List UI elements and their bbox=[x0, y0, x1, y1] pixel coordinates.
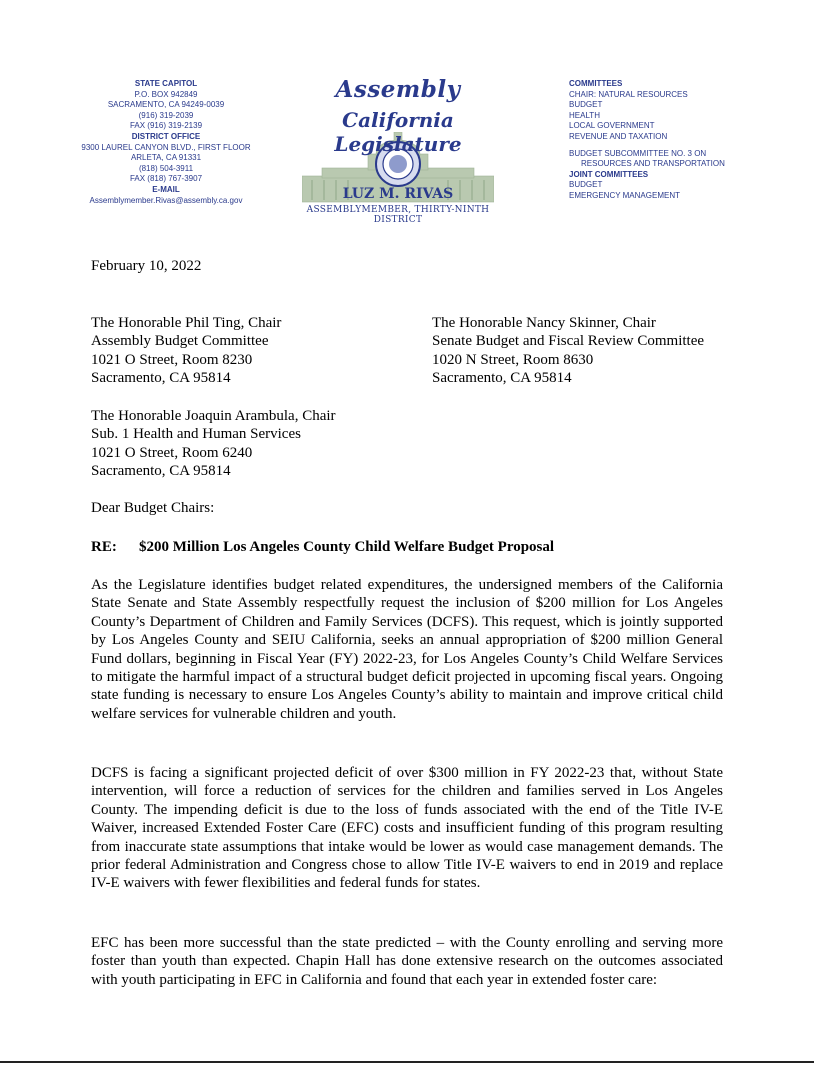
letter-date: February 10, 2022 bbox=[91, 258, 202, 274]
joint-committees-heading: JOINT COMMITTEES bbox=[569, 169, 649, 179]
address-line: The Honorable Phil Ting, Chair bbox=[91, 315, 282, 331]
committee-item: REVENUE AND TAXATION bbox=[569, 131, 668, 141]
district-office-heading: DISTRICT OFFICE bbox=[131, 131, 201, 141]
email-address: Assemblymember.Rivas@assembly.ca.gov bbox=[89, 195, 243, 205]
committee-item: BUDGET bbox=[569, 100, 603, 110]
state-capitol-line: SACRAMENTO, CA 94249-0039 bbox=[107, 100, 225, 110]
address-line: 1020 N Street, Room 8630 bbox=[432, 351, 594, 368]
legislature-title: California Legislature bbox=[334, 108, 462, 156]
page-bottom-border bbox=[0, 1061, 814, 1063]
assembly-emblem bbox=[286, 64, 510, 224]
district-office-line: 9300 LAUREL CANYON BLVD., FIRST FLOOR bbox=[81, 142, 251, 152]
re-subject: $200 Million Los Angeles County Child Welfare Budget Proposal bbox=[139, 539, 555, 555]
state-capitol-line: P.O. BOX 942849 bbox=[134, 89, 198, 99]
address-line: Sacramento, CA 95814 bbox=[91, 370, 231, 387]
member-name: LUZ M. RIVAS bbox=[342, 186, 454, 202]
state-capitol-heading: STATE CAPITOL bbox=[134, 79, 198, 88]
address-line: Senate Budget and Fiscal Review Committee bbox=[432, 333, 705, 350]
address-line: Sub. 1 Health and Human Services bbox=[91, 426, 301, 443]
re-label: RE: bbox=[91, 539, 117, 555]
address-line: 1021 O Street, Room 6240 bbox=[91, 444, 253, 461]
address-line: Sacramento, CA 95814 bbox=[91, 463, 231, 480]
address-line: Assembly Budget Committee bbox=[91, 333, 269, 350]
addressee-block-left bbox=[91, 314, 281, 388]
email-heading: E-MAIL bbox=[152, 184, 180, 194]
address-line: The Honorable Joaquin Arambula, Chair bbox=[91, 408, 336, 424]
joint-committee-item: BUDGET bbox=[569, 180, 603, 190]
addressee-block-right bbox=[432, 314, 704, 388]
letterhead-left-column bbox=[50, 79, 282, 206]
address-line: Sacramento, CA 95814 bbox=[432, 370, 572, 387]
body-paragraph: EFC has been more successful than the state predicted – with the County enrolling and serving more foster than youth than expected. Chapin Hall has done extensive research on the outcomes associated with youth participating in EFC in California and found that each year in extended foster care: bbox=[91, 935, 723, 988]
subcommittee-line: RESOURCES AND TRANSPORTATION bbox=[581, 159, 725, 169]
body-paragraph: DCFS is facing a significant projected deficit of over $300 million in FY 2022-23 that, without State intervention, will force a reduction of services for the children and families served in Los Angeles County. The impending deficit is due to the loss of funds associated with the end of the Title IV-E Waiver, increased Extended Foster Care (EFC) costs and insufficient funding of this program resulting from inaccurate state assumptions that intake would be lower as would case management demands. The prior federal Administration and Congress chose to allow Title IV-E waivers to end in 2019 and replace IV-E waivers with fewer flexibilities and federal funds for states. bbox=[91, 765, 723, 892]
committees-heading: COMMITTEES bbox=[569, 79, 623, 88]
subcommittee-line: BUDGET SUBCOMMITTEE NO. 3 ON bbox=[569, 148, 707, 158]
state-capitol-line: (916) 319-2039 bbox=[138, 110, 194, 120]
letterhead-right-column bbox=[569, 79, 799, 202]
assembly-title: Assembly bbox=[335, 76, 461, 103]
re-line bbox=[91, 539, 554, 556]
district-office-line: FAX (818) 767-3907 bbox=[129, 174, 203, 184]
salutation: Dear Budget Chairs: bbox=[91, 500, 215, 516]
body-paragraph: As the Legislature identifies budget related expenditures, the undersigned members of the California State Senate and State Assembly respectfully request the inclusion of $200 million for Los Angeles County’s Department of Children and Family Services (DCFS). This request, which is jointly supported by Los Angeles County and SEIU California, seeks an annual appropriation of $200 million General Fund dollars, beginning in Fiscal Year (FY) 2022-23, for Los Angeles County’s Child Welfare Services to mitigate the harmful impact of a structural budget deficit projected in upcoming fiscal years. Ongoing state funding is necessary to ensure Los Angeles County’s ability to maintain and improve critical child welfare services for vulnerable children and youth. bbox=[91, 577, 723, 722]
addressee-block-third bbox=[91, 407, 336, 481]
address-line: 1021 O Street, Room 8230 bbox=[91, 351, 253, 368]
committee-item: CHAIR: NATURAL RESOURCES bbox=[569, 89, 688, 99]
committee-item: HEALTH bbox=[569, 110, 600, 120]
member-title: ASSEMBLYMEMBER, THIRTY-NINTH DISTRICT bbox=[306, 205, 490, 225]
joint-committee-item: EMERGENCY MANAGEMENT bbox=[569, 190, 680, 200]
state-capitol-line: FAX (916) 319-2139 bbox=[129, 121, 203, 131]
district-office-line: (818) 504-3911 bbox=[138, 163, 194, 173]
committee-item: LOCAL GOVERNMENT bbox=[569, 121, 655, 131]
address-line: The Honorable Nancy Skinner, Chair bbox=[432, 315, 656, 331]
district-office-line: ARLETA, CA 91331 bbox=[130, 153, 202, 163]
